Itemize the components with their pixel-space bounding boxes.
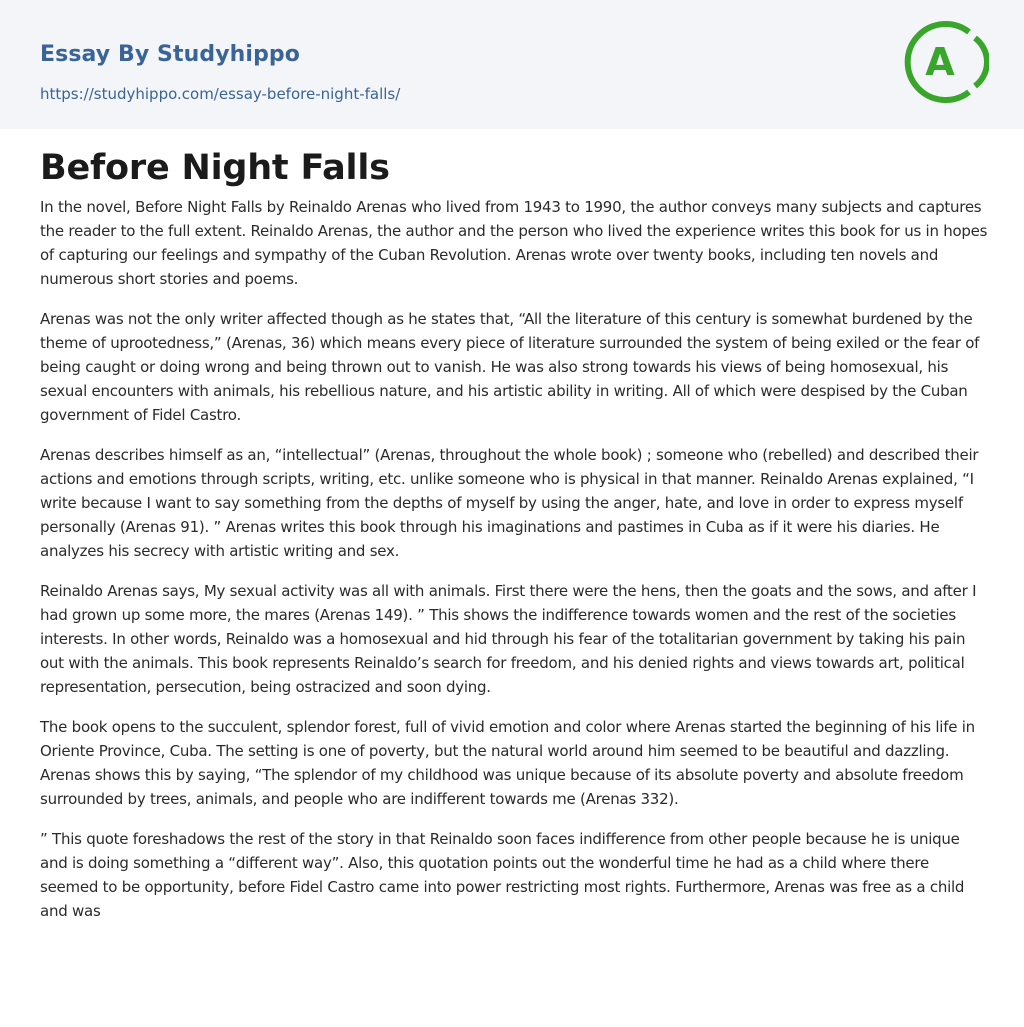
- article-paragraph: Arenas was not the only writer affected though as he states that, “All the literature of this century is somewhat burdened by the theme of uprootedness,” (Arenas, 36) which means every piece of literature surrounded the system of being exiled or the fear of being caught or doing wrong and being thrown out to vanish. He was also strong towards his views of being homosexual, his sexual encounters with animals, his rebellious nature, and his artistic ability in writing. All of which were despised by the Cuban government of Fidel Castro.: [40, 310, 980, 424]
- brand-title[interactable]: Essay By Studyhippo: [40, 42, 300, 67]
- article-paragraph: Reinaldo Arenas says, My sexual activity was all with animals. First there were the hens, then the goats and the sows, and after I had grown up some more, the mares (Arenas 149). ” This shows the indifference towards women and the rest of the societies interests. In other words, Reinaldo was a homosexual and hid through his fear of the totalitarian government by taking his pain out with the animals. This book represents Reinaldo’s search for freedom, and his denied rights and views towards art, political representation, persecution, being ostracized and soon dying.: [40, 582, 977, 696]
- article-paragraph: In the novel, Before Night Falls by Reinaldo Arenas who lived from 1943 to 1990, the author conveys many subjects and captures the reader to the full extent. Reinaldo Arenas, the author and the person who lived the experience writes this book for us in hopes of capturing our feelings and sympathy of the Cuban Revolution. Arenas wrote over twenty books, including ten novels and numerous short stories and poems.: [40, 198, 988, 288]
- studyhippo-logo-icon[interactable]: [903, 18, 989, 106]
- page-title: Before Night Falls: [40, 148, 390, 188]
- site-header: [0, 0, 1024, 129]
- article: [40, 129, 990, 939]
- article-paragraph: The book opens to the succulent, splendor forest, full of vivid emotion and color where Arenas started the beginning of his life in Oriente Province, Cuba. The setting is one of poverty, but the natural world around him seemed to be beautiful and dazzling. Arenas shows this by saying, “The splendor of my childhood was unique because of its absolute poverty and absolute freedom surrounded by trees, animals, and people who are indifferent towards me (Arenas 332).: [40, 718, 975, 808]
- essay-url-link[interactable]: https://studyhippo.com/essay-before-night-falls/: [40, 85, 401, 103]
- article-paragraph: Arenas describes himself as an, “intellectual” (Arenas, throughout the whole book) ; someone who (rebelled) and described their actions and emotions through scripts, writing, etc. unlike someone who is physical in that manner. Reinaldo Arenas explained, “I write because I want to say something from the depths of myself by using the anger, hate, and love in order to express myself personally (Arenas 91). ” Arenas writes this book through his imaginations and pastimes in Cuba as if it were his diaries. He analyzes his secrecy with artistic writing and sex.: [40, 446, 979, 560]
- logo-letter: A: [925, 40, 955, 84]
- article-paragraph: ” This quote foreshadows the rest of the story in that Reinaldo soon faces indifference from other people because he is unique and is doing something a “different way”. Also, this quotation points out the wonderful time he had as a child where there seemed to be opportunity, before Fidel Castro came into power restricting most rights. Furthermore, Arenas was free as a child and was: [40, 830, 965, 920]
